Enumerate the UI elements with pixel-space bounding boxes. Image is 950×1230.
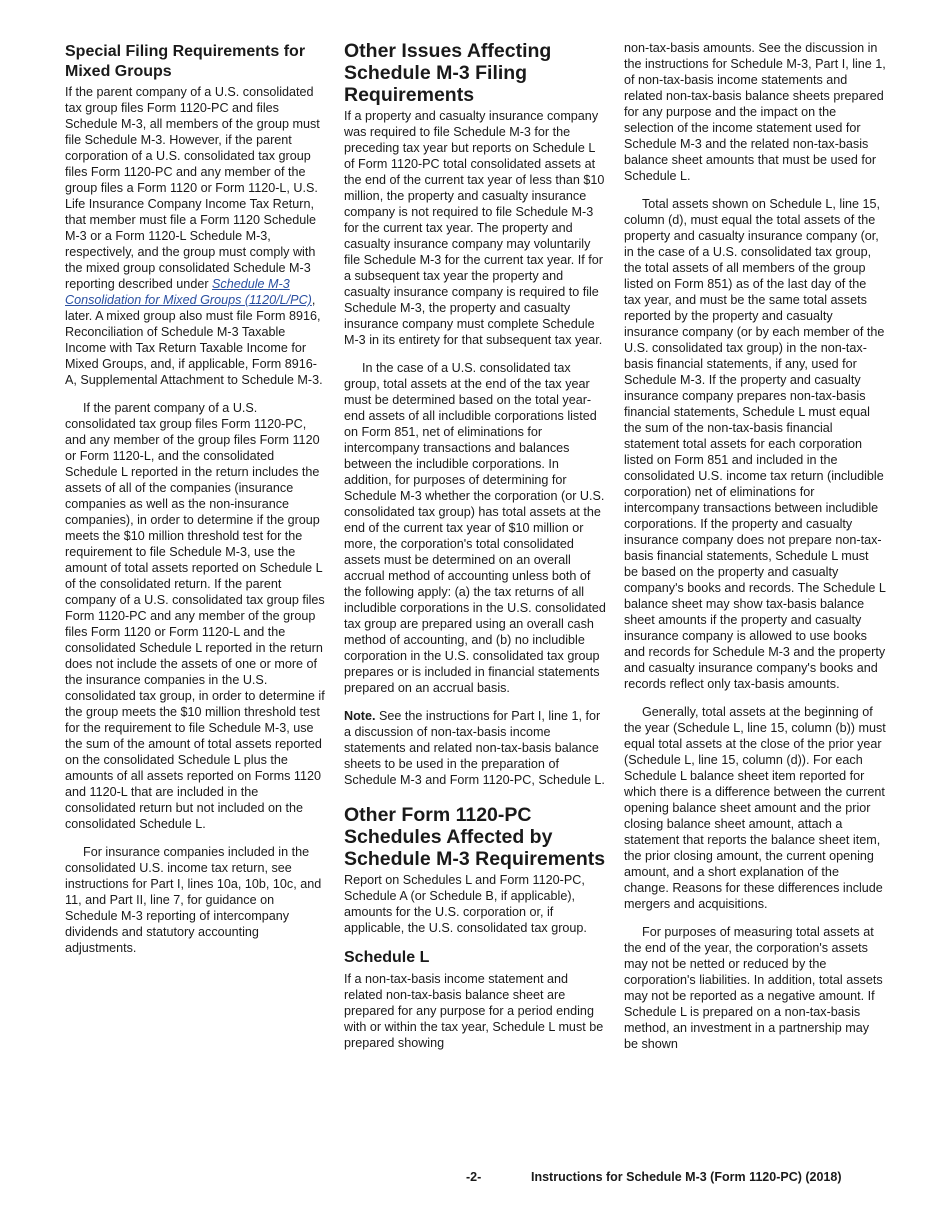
note-paragraph xyxy=(344,708,606,788)
paragraph-text: , later. A mixed group also must file Form 8916, Reconciliation of Schedule M-3 Taxable Income with Tax Return Taxable Income for Mixed Groups, and, if applicable, Form 8916-A, Supplemental Attachment to Schedule M-3. xyxy=(65,293,323,387)
note-label: Note. xyxy=(344,709,376,723)
paragraph: Total assets shown on Schedule L, line 15, column (d), must equal the total assets of the property and casualty insurance company (or, in the case of a U.S. consolidated tax group, the total assets of all members of the group listed on Form 851) as of the last day of the tax year, and must be the same total assets reported by the property and casualty insurance company (or by each member of the U.S. consolidated tax group) in the non-tax-basis financial statements, if any, used for Schedule M-3. If the property and casualty insurance company prepares non-tax-basis financial statements, Schedule L must equal the sum of the non-tax-basis financial statement total assets for each corporation listed on Form 851 and included in the consolidated U.S. income tax return (includible corporation) net of eliminations for intercompany transactions between includible corporations. If the property and casualty insurance company does not prepare non-tax-basis financial statements, Schedule L must be based on the property and casualty company's books and records. The Schedule L balance sheet may show tax-basis balance sheet amounts if the property and casualty insurance company is allowed to use books and records for Schedule M-3 and the property and casualty insurance company's books and records reflect only tax-basis amounts. xyxy=(624,197,886,691)
paragraph: If the parent company of a U.S. consolidated tax group files Form 1120-PC, and any member of the group files Form 1120 or Form 1120-L, and the consolidated Schedule L reported in the return includes the assets of all of the companies (insurance companies as well as the non-insurance companies), in order to determine if the group meets the $10 million threshold test for the requirement to file Schedule M-3, use the amount of total assets reported on Schedule L of the consolidated return. If the parent company of a U.S. consolidated tax group files Form 1120-PC and any member of the group files Form 1120 or Form 1120-L and the consolidated Schedule L reported in the return does not include the assets of one or more of the insurance companies in the U.S. consolidated tax group, in order to determine if the group meets the $10 million threshold test for the requirement to file Schedule M-3, use the sum of the amount of total assets reported on the consolidated Schedule L plus the amounts of all assets reported on Forms 1120 and 1120-L that are included in the consolidated return but not included on the consolidated Schedule L. xyxy=(65,401,325,831)
paragraph: If a property and casualty insurance company was required to file Schedule M-3 for the preceding tax year but reports on Schedule L of Form 1120-PC total consolidated assets at the end of the current tax year of less than $10 million, the property and casualty insurance company is not required to file Schedule M-3 for the current tax year. The property and casualty insurance company may voluntarily file Schedule M-3 for the current tax year. If for a subsequent tax year the property and casualty insurance company is required to file Schedule M-3, the property and casualty insurance company must complete Schedule M-3 in its entirety for that subsequent tax year. xyxy=(344,109,605,347)
heading-special-filing-requirements: Special Filing Requirements for Mixed Groups xyxy=(65,43,306,80)
heading-schedule-l: Schedule L xyxy=(344,949,430,966)
page-number: -2- xyxy=(466,1170,482,1184)
paragraph: For purposes of measuring total assets at the end of the year, the corporation's assets may not be netted or reduced by the corporation's liabilities. In addition, total assets may not be reported as a negative amount. If Schedule L is prepared on a non-tax-basis method, an investment in a partnership may be shown xyxy=(624,925,883,1051)
paragraph: Generally, total assets at the beginning of the year (Schedule L, line 15, column (b)) must equal total assets at the close of the prior year (Schedule L, line 15, column (d)). For each Schedule L balance sheet item reported for which there is a difference between the current opening balance sheet amount and the prior closing balance sheet amount, attach a statement that reports the balance sheet item, the prior closing amount, the current opening amount, and a short explanation of the change. Reasons for these differences include mergers and acquisitions. xyxy=(624,705,886,911)
schedule-m3-mixed-groups-link[interactable]: Schedule M-3 Consolidation for Mixed Groups (1120/L/PC) xyxy=(65,277,312,307)
paragraph: Report on Schedules L and Form 1120-PC, Schedule A (or Schedule B, if applicable), amounts for the U.S. corporation or, if applicable, the U.S. consolidated tax group. xyxy=(344,873,587,935)
column-2 xyxy=(344,40,606,1063)
paragraph: If a non-tax-basis income statement and related non-tax-basis balance sheet are prepared for any purpose for a period ending with or within the tax year, Schedule L must be prepared showing xyxy=(344,972,604,1050)
paragraph-text: If the parent company of a U.S. consolidated tax group files Form 1120-PC and files Schedule M-3, all members of the group must file Schedule M-3. However, if the parent corporation of a U.S. consolidated tax group files Form 1120-PC and any member of the group files a Form 1120 or Form 1120-L, U.S. Life Insurance Company Income Tax Return, that member must file a Form 1120 Schedule M-3 or a Form 1120-L Schedule M-3, respectively, and the group must comply with the mixed group consolidated Schedule M-3 reporting described under xyxy=(65,85,320,291)
paragraph: non-tax-basis amounts. See the discussion in the instructions for Schedule M-3, Part I, line 1, of non-tax-basis income statements and related non-tax-basis balance sheets prepared for any purpose and the impact on the selection of the income statement used for Schedule M-3 and the related non-tax-basis balance sheet amounts that must be used for Schedule L. xyxy=(624,41,886,183)
document-title: Instructions for Schedule M-3 (Form 1120-PC) (2018) xyxy=(531,1170,842,1184)
heading-other-issues: Other Issues Affecting Schedule M-3 Filing Requirements xyxy=(344,40,552,106)
column-3 xyxy=(624,40,886,1064)
paragraph xyxy=(65,84,327,388)
heading-other-form-schedules: Other Form 1120-PC Schedules Affected by Schedule M-3 Requirements xyxy=(344,804,606,870)
column-1 xyxy=(65,40,327,968)
note-text: See the instructions for Part I, line 1, for a discussion of non-tax-basis income statements and related non-tax-basis balance sheets to be used in the preparation of Schedule M-3 and Form 1120-PC, Schedule L. xyxy=(344,709,605,787)
paragraph: In the case of a U.S. consolidated tax group, total assets at the end of the tax year must be determined based on the total year-end assets of all includible corporations listed on Form 851, net of eliminations for intercompany transactions and balances between the includible corporations. In addition, for purposes of determining for Schedule M-3 whether the corporation (or U.S. consolidated tax group) has total assets at the end of the current tax year of $10 million or more, the corporation's total consolidated assets must be determined on an overall accrual method of accounting unless both of the following apply: (a) the tax returns of all includible corporations in the U.S. consolidated tax group are prepared using an overall cash method of accounting, and (b) no includible corporation in the U.S. consolidated tax group prepares or is included in financial statements prepared on an accrual basis. xyxy=(344,361,606,695)
paragraph: For insurance companies included in the consolidated U.S. income tax return, see instructions for Part I, lines 10a, 10b, 10c, and 11, and Part II, line 7, for guidance on Schedule M-3 reporting of intercompany dividends and statutory accounting adjustments. xyxy=(65,845,322,955)
